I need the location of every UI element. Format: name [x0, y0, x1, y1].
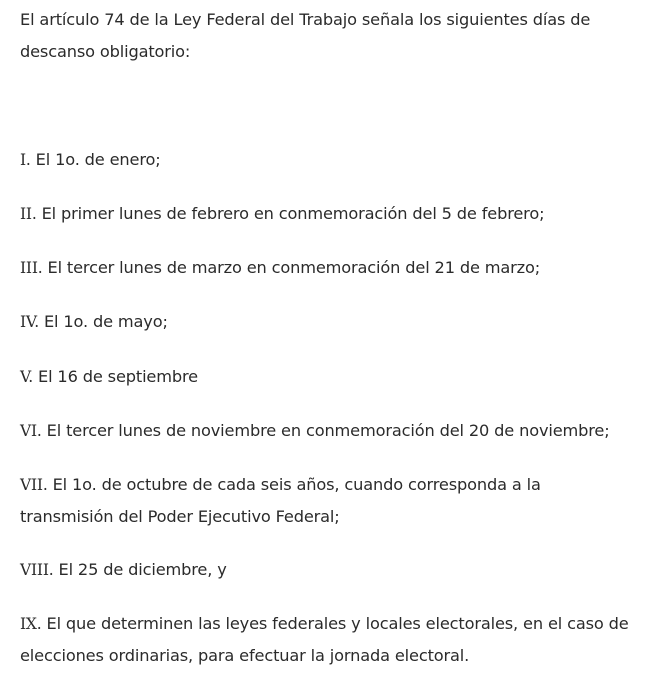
item-text: El 1o. de octubre de cada seis años, cuando corresponda a la transmisión del Poder Ejecutivo Federal; [20, 475, 541, 526]
item-numeral: IV. [20, 313, 39, 331]
item-text: El tercer lunes de marzo en conmemoración del 21 de marzo; [47, 258, 541, 277]
list-item-i [20, 144, 630, 176]
item-numeral: II. [20, 205, 37, 223]
item-text: El 1o. de mayo; [43, 312, 168, 331]
item-numeral: VI. [20, 422, 42, 440]
item-numeral: IX. [20, 615, 42, 633]
list-item-viii [20, 554, 630, 586]
list-item-v [20, 361, 630, 393]
item-numeral: III. [20, 259, 43, 277]
intro-paragraph: El artículo 74 de la Ley Federal del Trabajo señala los siguientes días de descanso obligatorio: [20, 10, 591, 61]
item-text: El 25 de diciembre, y [58, 560, 227, 579]
item-numeral: VII. [20, 476, 48, 494]
item-text: El tercer lunes de noviembre en conmemoración del 20 de noviembre; [46, 421, 610, 440]
list-item-iii [20, 252, 630, 284]
item-text: El 16 de septiembre [38, 367, 198, 386]
list-item-ii [20, 198, 630, 230]
item-text: El 1o. de enero; [35, 150, 161, 169]
list-item-ix [20, 608, 630, 672]
item-text: El primer lunes de febrero en conmemoración del 5 de febrero; [41, 204, 545, 223]
list-item-vi [20, 415, 630, 447]
list-item-iv [20, 306, 630, 338]
item-numeral: I. [20, 151, 31, 169]
list-item-vii [20, 469, 630, 533]
item-numeral: VIII. [20, 561, 54, 579]
item-numeral: V. [20, 368, 34, 386]
item-text: El que determinen las leyes federales y locales electorales, en el caso de elecciones ordinarias, para efectuar la jornada electoral. [20, 614, 629, 665]
